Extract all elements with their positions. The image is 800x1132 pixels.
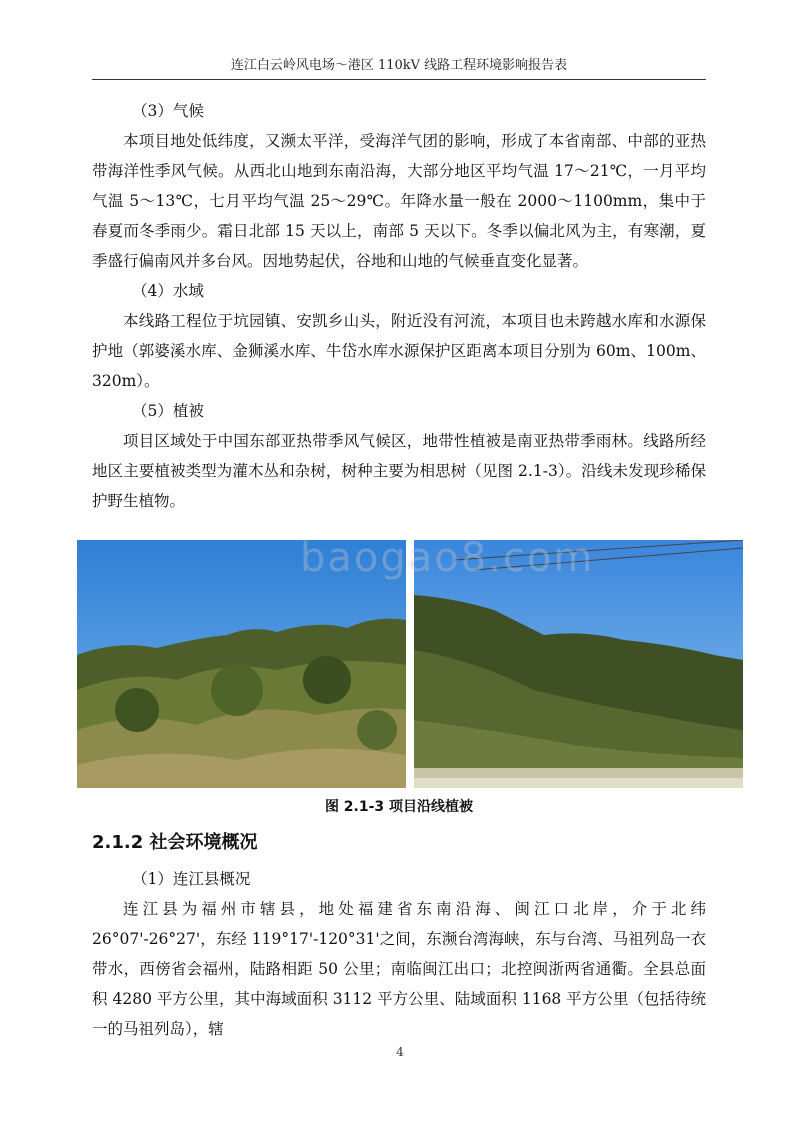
water-paragraph: 本线路工程位于坑园镇、安凯乡山头，附近没有河流，本项目也未跨越水库和水源保护地（郭婆溪水库、金狮溪水库、牛岱水库水源保护区距离本项目分别为 60m、100m、320m）。 — [92, 312, 706, 390]
water-heading: （4）水域 — [132, 282, 204, 300]
county-heading: （1）连江县概况 — [132, 870, 251, 888]
header-divider — [92, 79, 706, 80]
vegetation-photo-left — [77, 540, 406, 788]
vegetation-photos — [77, 540, 743, 788]
page-header: 连江白云岭风电场～港区 110kV 线路工程环境影响报告表 — [230, 58, 568, 73]
vegetation-photo-right — [414, 540, 743, 788]
climate-paragraph: 本项目地处低纬度，又濒太平洋，受海洋气团的影响，形成了本省南部、中部的亚热带海洋性季风气候。从西北山地到东南沿海，大部分地区平均气温 17～21℃，一月平均气温 5～13℃，七月平均气温 25～29℃。年降水量一般在 2000～1100mm，集中于春夏而冬季雨少。霜日北部 15 天以上，南部 5 天以下。冬季以偏北风为主，有寒潮，夏季盛行偏南风并多台风。因地势起伏，谷地和山地的气候垂直变化显著。 — [92, 132, 706, 270]
climate-heading: （3）气候 — [132, 102, 204, 120]
vegetation-heading: （5）植被 — [132, 402, 204, 420]
county-paragraph: 连江县为福州市辖县，地处福建省东南沿海、闽江口北岸，介于北纬 26°07'-26°27'，东经 119°17'-120°31'之间，东濒台湾海峡，东与台湾、马祖列岛一衣带水，西傍省会福州，陆路相距 50 公里；南临闽江出口；北控闽浙两省通衢。全县总面积 4280 平方公里，其中海域面积 3112 平方公里、陆域面积 1168 平方公里（包括待统一的马祖列岛），辖 — [92, 900, 706, 1038]
section-title: 2.1.2 社会环境概况 — [92, 832, 258, 853]
vegetation-paragraph: 项目区域处于中国东部亚热带季风气候区，地带性植被是南亚热带季雨林。线路所经地区主要植被类型为灌木丛和杂树，树种主要为相思树（见图 2.1-3）。沿线未发现珍稀保护野生植物。 — [92, 432, 706, 510]
page-number: 4 — [396, 1045, 404, 1059]
social-content — [92, 864, 706, 1044]
main-content — [92, 96, 706, 516]
watermark: baogao8.com — [300, 535, 595, 581]
figure-caption: 图 2.1-3 项目沿线植被 — [324, 799, 474, 815]
